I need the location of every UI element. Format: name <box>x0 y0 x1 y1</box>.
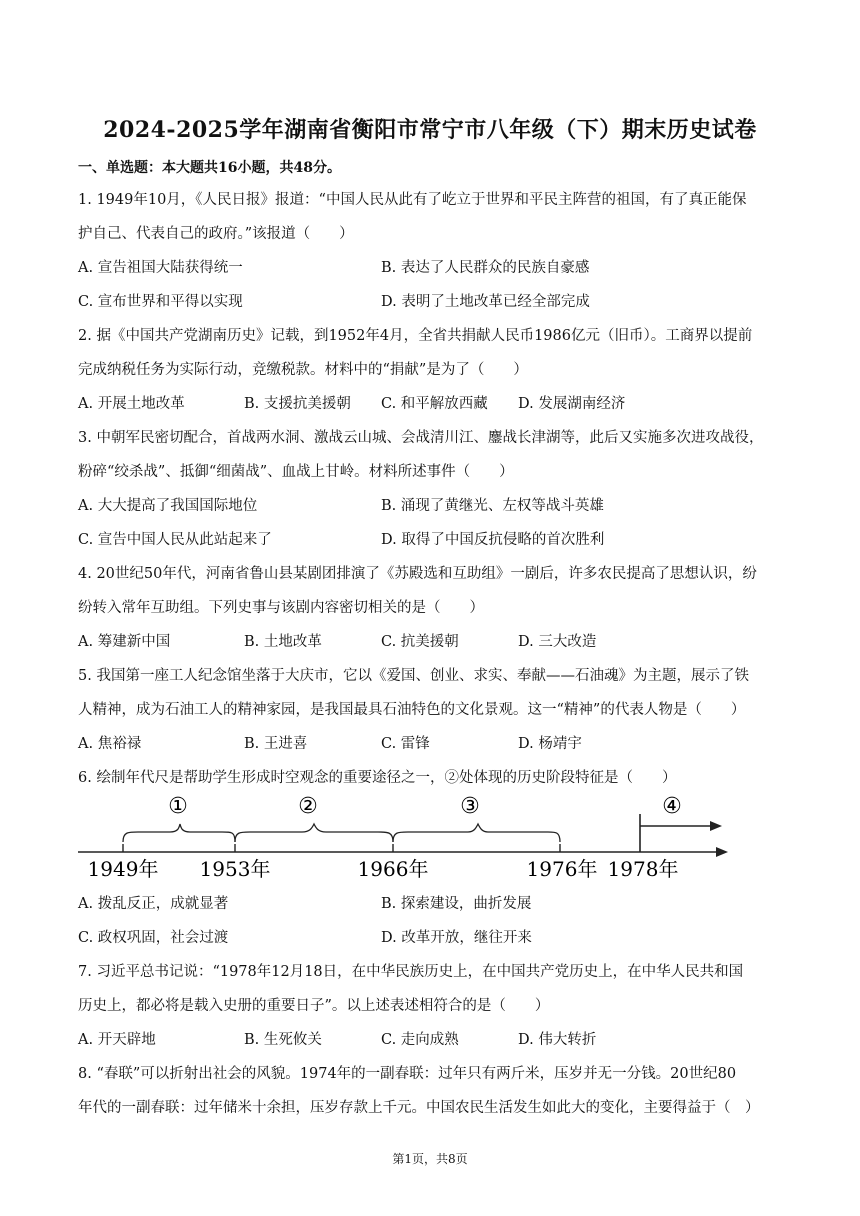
question-5-line-2: 人精神，成为石油工人的精神家园，是我国最具石油特色的文化景观。这一“精神”的代表人物是（ ） <box>78 702 746 718</box>
question-3-option-b: B. 涌现了黄继光、左权等战斗英雄 <box>381 498 604 514</box>
question-8-line-2: 年代的一副春联：过年储米十余担，压岁存款上千元。中国农民生活发生如此大的变化，主要得益于（ ） <box>78 1100 760 1116</box>
section-heading: 一、单选题：本大题共16小题，共48分。 <box>78 160 341 176</box>
question-3-option-d: D. 取得了中国反抗侵略的首次胜利 <box>381 532 605 548</box>
question-2-option-d: D. 发展湖南经济 <box>518 396 626 412</box>
question-3-line-1: 3. 中朝军民密切配合，首战两水洞、激战云山城、会战清川江、鏖战长津湖等，此后又实施多次进攻战役， <box>78 430 764 446</box>
marker-2: ② <box>298 794 318 819</box>
arrow-4-head <box>710 821 722 831</box>
marker-3: ③ <box>460 794 480 819</box>
question-5-line-1: 5. 我国第一座工人纪念馆坐落于大庆市，它以《爱国、创业、求实、奉献——石油魂》为主题，展示了铁 <box>78 668 749 684</box>
exam-title: 2024-2025学年湖南省衡阳市常宁市八年级（下）期末历史试卷 <box>103 117 757 143</box>
question-1-option-a: A. 宣告祖国大陆获得统一 <box>78 260 243 276</box>
question-6-option-c: C. 政权巩固，社会过渡 <box>78 930 229 946</box>
question-7-line-2: 历史上，都必将是载入史册的重要日子”。以上述表述相符合的是（ ） <box>78 998 550 1014</box>
question-1-option-d: D. 表明了土地改革已经全部完成 <box>381 294 590 310</box>
question-1-line-1: 1. 1949年10月，《人民日报》报道：“中国人民从此有了屹立于世界和平民主阵营的祖国，有了真正能保 <box>78 192 747 208</box>
question-2-option-b: B. 支援抗美援朝 <box>244 396 351 412</box>
question-4-option-a: A. 筹建新中国 <box>78 634 171 650</box>
year-1949: 1949年 <box>87 857 159 881</box>
question-7-option-d: D. 伟大转折 <box>518 1032 597 1048</box>
question-5-option-d: D. 杨靖宇 <box>518 736 582 752</box>
question-6-option-b: B. 探索建设，曲折发展 <box>381 896 532 912</box>
question-7-line-1: 7. 习近平总书记说：“1978年12月18日，在中华民族历史上，在中国共产党历史上，在中华人民共和国 <box>78 964 744 980</box>
question-1-line-2: 护自己、代表自己的政府。”该报道（ ） <box>78 226 354 242</box>
question-2-option-c: C. 和平解放西藏 <box>381 396 488 412</box>
question-8-line-1: 8. “春联”可以折射出社会的风貌。1974年的一副春联：过年只有两斤米，压岁并无一分钱。20世纪80 <box>78 1066 737 1082</box>
question-2-line-1: 2. 据《中国共产党湖南历史》记载，到1952年4月，全省共捐献人民币1986亿元（旧币）。工商界以提前 <box>78 328 753 344</box>
question-6-line-1: 6. 绘制年代尺是帮助学生形成时空观念的重要途径之一，②处体现的历史阶段特征是（ ） <box>78 770 677 786</box>
question-7-option-c: C. 走向成熟 <box>381 1032 459 1048</box>
question-4-line-2: 纷转入常年互助组。下列史事与该剧内容密切相关的是（ ） <box>78 600 484 616</box>
question-5-option-a: A. 焦裕禄 <box>78 736 142 752</box>
question-7-option-b: B. 生死攸关 <box>244 1032 322 1048</box>
brace-2 <box>235 824 393 842</box>
question-6-option-a: A. 拨乱反正，成就显著 <box>78 896 229 912</box>
brace-1 <box>123 824 235 842</box>
question-2-line-2: 完成纳税任务为实际行动，竞缴税款。材料中的“捐献”是为了（ ） <box>78 362 528 378</box>
year-1976: 1976年 <box>526 857 598 881</box>
year-1978: 1978年 <box>607 857 679 881</box>
question-3-option-a: A. 大大提高了我国国际地位 <box>78 498 258 514</box>
question-4-line-1: 4. 20世纪50年代，河南省鲁山县某剧团排演了《苏殿选和互助组》一剧后，许多农民提高了思想认识，纷 <box>78 566 757 582</box>
year-1966: 1966年 <box>357 857 429 881</box>
question-5-option-b: B. 王进喜 <box>244 736 308 752</box>
brace-3 <box>393 824 560 842</box>
question-4-option-c: C. 抗美援朝 <box>381 634 459 650</box>
question-4-option-b: B. 土地改革 <box>244 634 322 650</box>
year-1953: 1953年 <box>199 857 271 881</box>
question-7-option-a: A. 开天辟地 <box>78 1032 156 1048</box>
page-footer: 第1页，共8页 <box>392 1152 468 1166</box>
question-3-option-c: C. 宣告中国人民从此站起来了 <box>78 532 272 548</box>
timeline-axis-arrow <box>716 847 728 857</box>
question-1-option-b: B. 表达了人民群众的民族自豪感 <box>381 260 590 276</box>
question-5-option-c: C. 雷锋 <box>381 736 430 752</box>
question-1-option-c: C. 宣布世界和平得以实现 <box>78 294 243 310</box>
question-6-option-d: D. 改革开放，继往开来 <box>381 930 532 946</box>
question-2-option-a: A. 开展土地改革 <box>78 396 185 412</box>
marker-4: ④ <box>662 794 682 819</box>
question-4-option-d: D. 三大改造 <box>518 634 597 650</box>
question-3-line-2: 粉碎“绞杀战”、抵御“细菌战”、血战上甘岭。材料所述事件（ ） <box>78 464 514 480</box>
marker-1: ① <box>168 794 188 819</box>
timeline-figure <box>78 784 728 884</box>
